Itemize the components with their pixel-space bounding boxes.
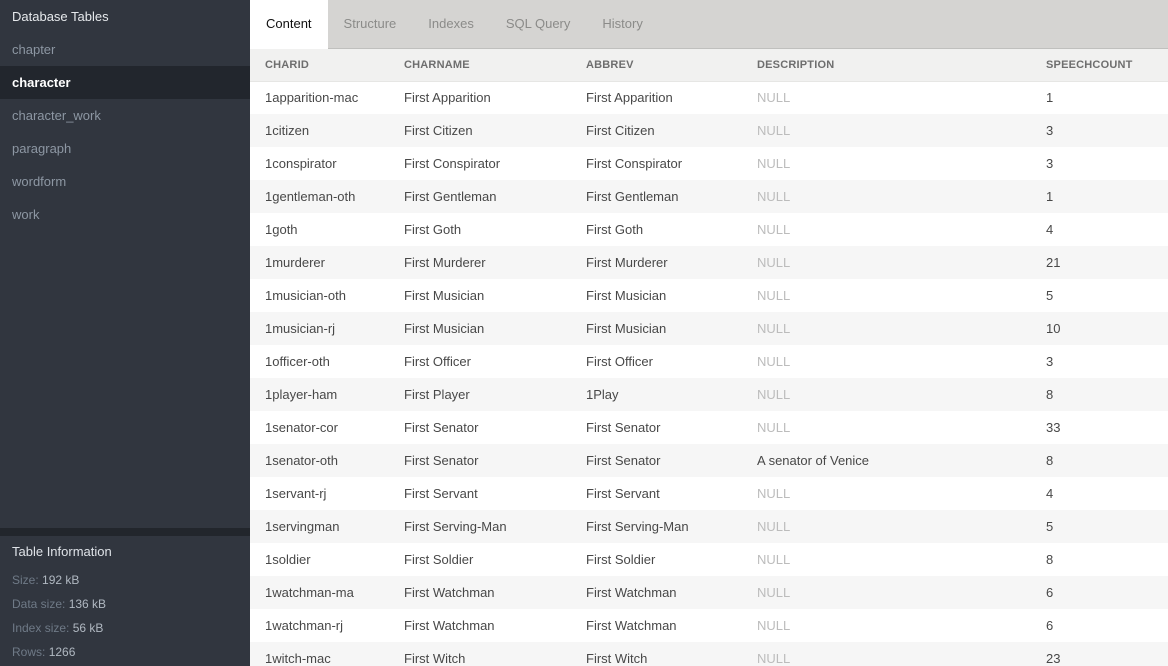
cell-speechcount: 23 [1046, 651, 1061, 666]
cell-description: NULL [757, 156, 791, 171]
cell-abbrev: First Goth [586, 222, 644, 237]
table-row[interactable] [250, 510, 1168, 543]
cell-description: NULL [757, 255, 791, 270]
cell-charname: First Player [404, 387, 470, 402]
sidebar [0, 0, 250, 666]
cell-charname: First Musician [404, 288, 485, 303]
cell-speechcount: 21 [1046, 255, 1061, 270]
cell-abbrev: First Serving-Man [586, 519, 689, 534]
column-header-charname[interactable]: CHARNAME [389, 49, 571, 81]
info-value: 56 kB [72, 621, 104, 635]
cell-speechcount: 1 [1046, 90, 1054, 106]
info-label: Data size: [12, 597, 66, 611]
cell-speechcount: 5 [1046, 288, 1054, 303]
cell-speechcount: 6 [1046, 618, 1054, 633]
table-row[interactable] [250, 345, 1168, 378]
cell-speechcount: 8 [1046, 453, 1054, 468]
cell-description: NULL [757, 189, 791, 204]
cell-speechcount: 10 [1046, 321, 1061, 336]
info-line [12, 592, 238, 616]
tab-indexes[interactable]: Indexes [428, 16, 474, 31]
table-row[interactable] [250, 576, 1168, 609]
column-header-abbrev[interactable]: ABBREV [571, 49, 742, 81]
cell-abbrev: First Soldier [586, 552, 656, 567]
column-header-speechcount[interactable]: SPEECHCOUNT [1031, 49, 1168, 81]
cell-charid: 1servant-rj [265, 486, 327, 501]
cell-charid: 1musician-oth [265, 288, 346, 303]
info-value: 136 kB [68, 597, 107, 611]
cell-description: NULL [757, 123, 791, 138]
table-row[interactable] [250, 213, 1168, 246]
cell-charname: First Goth [404, 222, 462, 237]
info-value: 1266 [48, 645, 76, 659]
table-row[interactable] [250, 378, 1168, 411]
cell-speechcount: 6 [1046, 585, 1054, 600]
cell-description: NULL [757, 321, 791, 336]
cell-charid: 1witch-mac [265, 651, 331, 666]
cell-speechcount: 1 [1046, 189, 1054, 204]
sidebar-item-wordform[interactable]: wordform [12, 174, 67, 189]
cell-speechcount: 3 [1046, 354, 1054, 369]
table-row[interactable] [250, 543, 1168, 576]
cell-description: NULL [757, 387, 791, 402]
info-label: Size: [12, 573, 39, 587]
cell-charname: First Serving-Man [404, 519, 507, 534]
cell-charid: 1soldier [265, 552, 311, 567]
cell-speechcount: 3 [1046, 123, 1054, 138]
cell-description: A senator of Venice [757, 453, 870, 468]
tab-structure[interactable]: Structure [343, 16, 397, 31]
tab-sql-query[interactable]: SQL Query [505, 16, 571, 31]
info-label: Index size: [12, 621, 70, 635]
cell-charid: 1murderer [265, 255, 325, 270]
cell-abbrev: First Watchman [586, 618, 677, 633]
tab-history[interactable]: History [602, 16, 643, 31]
cell-charid: 1officer-oth [265, 354, 330, 369]
table-row[interactable] [250, 147, 1168, 180]
info-label: Rows: [12, 645, 46, 659]
info-value: 192 kB [42, 573, 80, 587]
cell-description: NULL [757, 651, 791, 666]
cell-speechcount: 5 [1046, 519, 1054, 534]
cell-abbrev: First Apparition [586, 90, 673, 106]
cell-charname: First Senator [404, 453, 479, 468]
table-header-row [250, 49, 1168, 81]
table-information-panel [0, 528, 250, 666]
table-row[interactable] [250, 246, 1168, 279]
sidebar-item-character[interactable]: character [0, 66, 250, 99]
tab-bar [250, 0, 1168, 49]
cell-speechcount: 3 [1046, 156, 1054, 171]
table-row[interactable] [250, 114, 1168, 147]
cell-description: NULL [757, 90, 791, 106]
info-line [12, 568, 238, 592]
cell-charname: First Officer [404, 354, 471, 369]
cell-charname: First Apparition [404, 90, 491, 106]
cell-charname: First Murderer [404, 255, 486, 270]
cell-abbrev: 1Play [586, 387, 619, 402]
cell-description: NULL [757, 420, 791, 435]
cell-abbrev: First Musician [586, 288, 667, 303]
cell-abbrev: First Murderer [586, 255, 668, 270]
table-info-stats [12, 568, 238, 664]
cell-charid: 1citizen [265, 123, 310, 138]
table-row[interactable] [250, 444, 1168, 477]
table-list [0, 33, 250, 231]
cell-description: NULL [757, 585, 791, 600]
cell-description: NULL [757, 486, 791, 501]
table-row[interactable] [250, 477, 1168, 510]
cell-charname: First Watchman [404, 618, 495, 633]
main-content [250, 0, 1168, 666]
cell-charid: 1gentleman-oth [265, 189, 356, 204]
cell-charid: 1goth [265, 222, 298, 237]
cell-speechcount: 33 [1046, 420, 1061, 435]
tab-content[interactable]: Content [250, 0, 328, 49]
cell-charid: 1watchman-ma [265, 585, 354, 600]
cell-description: NULL [757, 519, 791, 534]
column-header-charid[interactable]: CHARID [250, 49, 389, 81]
table-row[interactable] [250, 279, 1168, 312]
cell-abbrev: First Senator [586, 453, 661, 468]
table-row[interactable] [250, 642, 1168, 666]
cell-abbrev: First Citizen [586, 123, 655, 138]
cell-speechcount: 4 [1046, 486, 1054, 501]
cell-abbrev: First Watchman [586, 585, 677, 600]
cell-description: NULL [757, 618, 791, 633]
sidebar-item-paragraph[interactable]: paragraph [12, 141, 72, 156]
cell-speechcount: 4 [1046, 222, 1054, 237]
info-line [12, 616, 238, 640]
sidebar-item-chapter[interactable]: chapter [12, 42, 56, 57]
table-row[interactable] [250, 81, 1168, 114]
table-information-title: Table Information [12, 544, 112, 559]
cell-charid: 1musician-rj [265, 321, 336, 336]
table-row[interactable] [250, 411, 1168, 444]
cell-charid: 1watchman-rj [265, 618, 344, 633]
cell-abbrev: First Conspirator [586, 156, 683, 171]
cell-charname: First Musician [404, 321, 485, 336]
cell-description: NULL [757, 552, 791, 567]
cell-charname: First Soldier [404, 552, 474, 567]
cell-charname: First Conspirator [404, 156, 501, 171]
cell-charid: 1apparition-mac [265, 90, 359, 106]
cell-abbrev: First Musician [586, 321, 667, 336]
cell-charname: First Witch [404, 651, 466, 666]
cell-charid: 1servingman [265, 519, 340, 534]
cell-abbrev: First Witch [586, 651, 648, 666]
sidebar-item-character_work[interactable]: character_work [12, 108, 101, 123]
cell-charid: 1conspirator [265, 156, 337, 171]
cell-description: NULL [757, 354, 791, 369]
cell-abbrev: First Senator [586, 420, 661, 435]
info-line [12, 640, 238, 664]
cell-charname: First Senator [404, 420, 479, 435]
cell-charname: First Citizen [404, 123, 473, 138]
database-tables-heading: Database Tables [12, 9, 109, 24]
cell-charid: 1senator-cor [265, 420, 338, 435]
cell-description: NULL [757, 222, 791, 237]
cell-charname: First Servant [404, 486, 478, 501]
cell-description: NULL [757, 288, 791, 303]
sidebar-item-work[interactable]: work [12, 207, 40, 222]
cell-charname: First Watchman [404, 585, 495, 600]
cell-speechcount: 8 [1046, 387, 1054, 402]
cell-charid: 1senator-oth [265, 453, 338, 468]
table-body [250, 81, 1168, 666]
table-row[interactable] [250, 609, 1168, 642]
table-row[interactable] [250, 312, 1168, 345]
cell-charname: First Gentleman [404, 189, 497, 204]
cell-abbrev: First Gentleman [586, 189, 679, 204]
data-table [250, 49, 1168, 666]
cell-charid: 1player-ham [265, 387, 338, 402]
cell-abbrev: First Servant [586, 486, 660, 501]
table-row[interactable] [250, 180, 1168, 213]
cell-abbrev: First Officer [586, 354, 653, 369]
cell-speechcount: 8 [1046, 552, 1054, 567]
column-header-description[interactable]: DESCRIPTION [742, 49, 1031, 81]
